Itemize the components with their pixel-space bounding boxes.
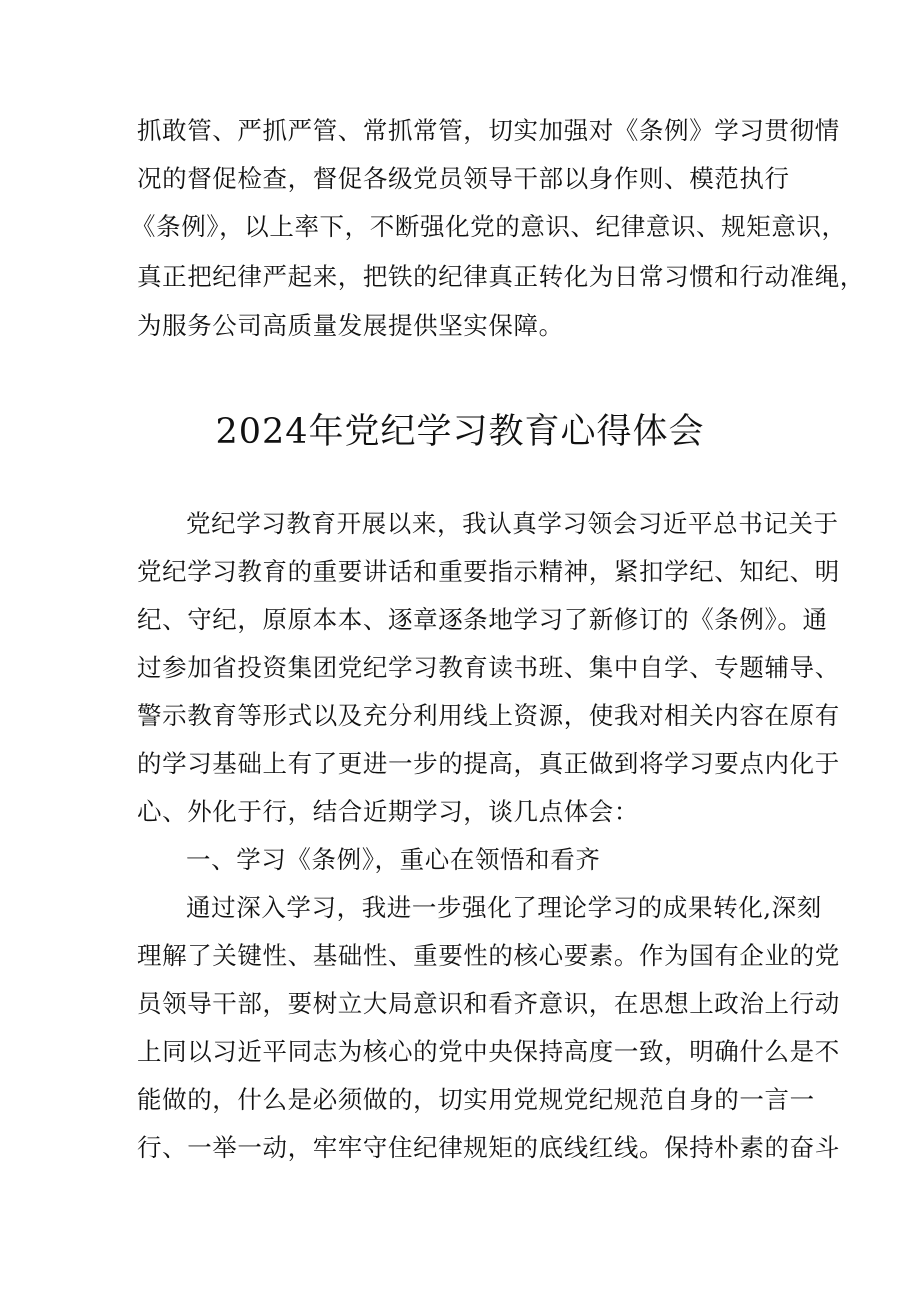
paragraph-line: 通过深入学习，我进一步强化了理论学习的成果转化,深刻 — [186, 893, 822, 922]
paragraph-line: 警示教育等形式以及充分利用线上资源，使我对相关内容在原有 — [137, 701, 840, 730]
paragraph-line: 党纪学习教育的重要讲话和重要指示精神，紧扣学纪、知纪、明 — [137, 557, 840, 586]
paragraph-line: 的学习基础上有了更进一步的提高，真正做到将学习要点内化于 — [137, 749, 840, 778]
paragraph-line: 《条例》，以上率下，不断强化党的意识、纪律意识、规矩意识， — [131, 212, 847, 241]
paragraph-line: 理解了关键性、基础性、重要性的核心要素。作为国有企业的党 — [137, 941, 840, 970]
paragraph-line: 纪、守纪，原原本本、逐章逐条地学习了新修订的《条例》。通 — [137, 605, 828, 634]
paragraph-line: 抓敢管、严抓严管、常抓常管，切实加强对《条例》学习贯彻情 — [137, 116, 840, 145]
paragraph-line: 过参加省投资集团党纪学习教育读书班、集中自学、专题辅导、 — [137, 653, 840, 682]
paragraph-line: 真正把纪律严起来，把铁的纪律真正转化为日常习惯和行动准绳， — [137, 262, 865, 291]
section-heading: 一、学习《条例》，重心在领悟和看齐 — [186, 845, 601, 874]
paragraph-line: 况的督促检查，督促各级党员领导干部以身作则、模范执行 — [137, 164, 790, 193]
paragraph-line: 为服务公司高质量发展提供坚实保障。 — [137, 311, 564, 340]
paragraph-line: 行、一举一动，牢牢守住纪律规矩的底线红线。保持朴素的奋斗 — [137, 1133, 840, 1162]
paragraph-line: 上同以习近平同志为核心的党中央保持高度一致，明确什么是不 — [137, 1037, 840, 1066]
document-title: 2024年党纪学习教育心得体会 — [215, 412, 705, 452]
paragraph-line: 员领导干部，要树立大局意识和看齐意识，在思想上政治上行动 — [137, 989, 840, 1018]
paragraph-line: 心、外化于行，结合近期学习，谈几点体会： — [137, 797, 639, 826]
paragraph-line: 党纪学习教育开展以来，我认真学习领会习近平总书记关于 — [186, 509, 839, 538]
paragraph-line: 能做的，什么是必须做的，切实用党规党纪规范自身的一言一 — [137, 1085, 815, 1114]
